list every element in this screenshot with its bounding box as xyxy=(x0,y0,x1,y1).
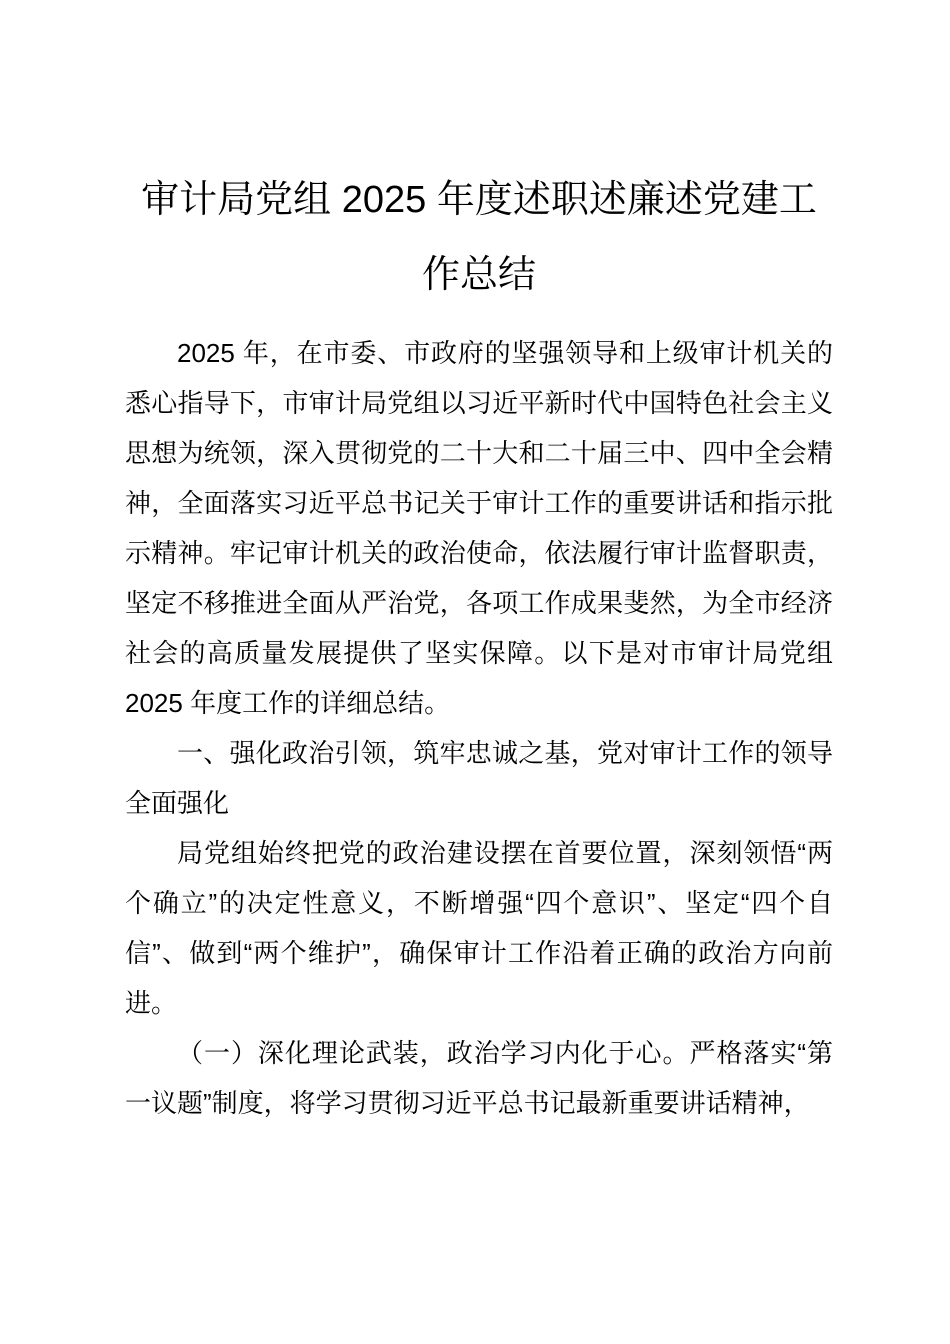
paragraph-political-leadership: 局党组始终把党的政治建设摆在首要位置，深刻领悟“两个确立”的决定性意义，不断增强“四个意识”、坚定“四个自信”、做到“两个维护”，确保审计工作沿着正确的政治方向前进。 xyxy=(125,838,833,1018)
paragraph-theory-arming: （一）深化理论武装，政治学习内化于心。严格落实“第一议题”制度，将学习贯彻习近平总书记最新重要讲话精神， xyxy=(125,1038,833,1118)
document-title: 审计局党组 2025 年度述职述廉述党建工作总结 xyxy=(141,179,817,296)
section-1-heading: 一、强化政治引领，筑牢忠诚之基，党对审计工作的领导全面强化 xyxy=(125,738,833,818)
paragraph-intro: 2025 年，在市委、市政府的坚强领导和上级审计机关的悉心指导下，市审计局党组以习近平新时代中国特色社会主义思想为统领，深入贯彻党的二十大和二十届三中、四中全会精神，全面落实习近平总书记关于审计工作的重要讲话和指示批示精神。牢记审计机关的政治使命，依法履行审计监督职责，坚定不移推进全面从严治党，各项工作成果斐然，为全市经济社会的高质量发展提供了坚实保障。以下是对市审计局党组 2025 年度工作的详细总结。 xyxy=(125,338,833,718)
